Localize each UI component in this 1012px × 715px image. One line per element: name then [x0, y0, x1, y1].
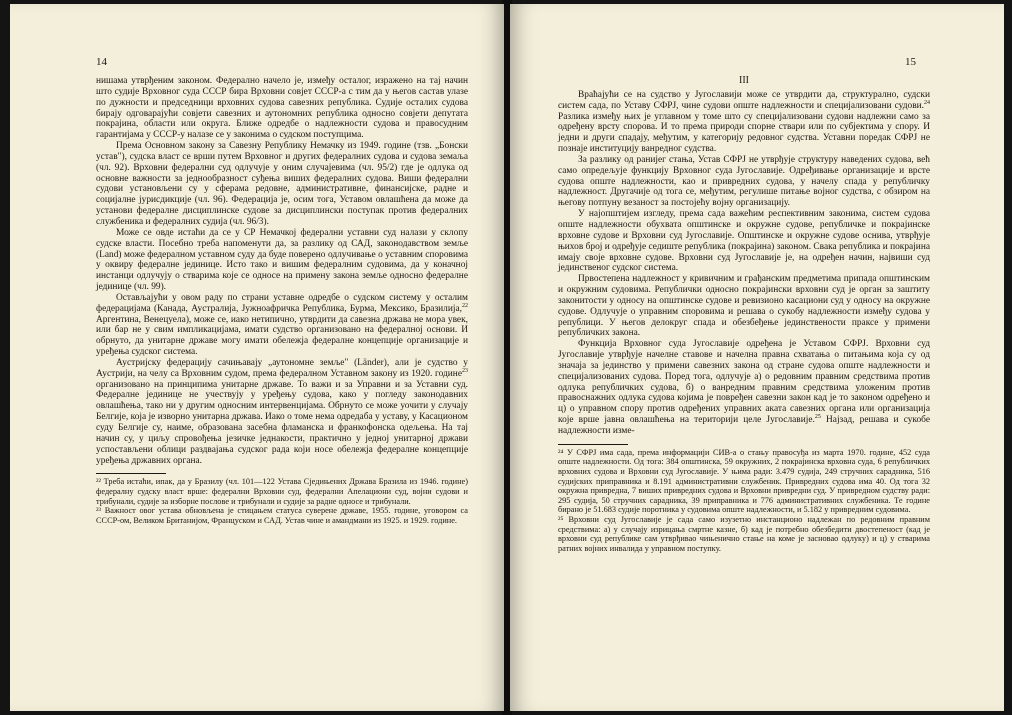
paragraph	[96, 358, 468, 466]
footnote-marker: 23	[462, 367, 468, 374]
footnote: ²³ Важност овог устава обновљена је стицањем статуса суверене државе, 1955. године, уговором са СССР-ом, Великом Британијом, Француском и САД. Устав чине и амандмани из 1925. и 1929. године.	[96, 506, 468, 525]
paragraph-text: Аргентина, Венецуела), може се, иако нетипично, утврдити да савезна држава не мора увек, или бар не у свим импликацијама, имати судство организовано на федералној основи. И обрнуто, да унитарне државе могу имати обележја федералне концепције организације и уређења судског система.	[96, 314, 468, 358]
paragraph: У најопштијем изгледу, према сада важећим респективним законима, систем судова опште надлежности обухвата општинске и окружне судове, републичке и покрајинске врховне судове и Врховни суд Југославије. Општинске и окружне судове оснива, утврђује њихов број и одређује седиште република (покрајина) законом. Свака република и покрајина имају своје врховне судове. Врховни суд Југославије је, на одређен начин, највиши суд јединственог судског система.	[558, 209, 930, 274]
paragraph	[558, 339, 930, 437]
left-page	[10, 4, 504, 711]
paragraph-text: Најзад, решава и сукобе надлежности изме-	[558, 415, 930, 436]
paragraph	[558, 90, 930, 155]
paragraph: За разлику од ранијег стања, Устав СФРЈ не утврђује структуру наведених судова, већ само опредељује функцију Врховног суда Југославије. Одређивање организације и врсте судова опште надлежности, као и привредних судова, у начелу спада у републичку надлежност. Другачије од тога се, међутим, регулише питање војног судства, с обзиром на његову потпуну везаност за постојећу војну организацију.	[558, 154, 930, 209]
paragraph-text: Враћајући се на судство у Југославији може се утврдити да, структурално, судски систем сада, по Уставу СФРЈ, чине судови опште надлежности и специјализовани судови.	[558, 89, 930, 111]
footnote-rule	[96, 473, 166, 474]
paragraph-text: Разлика између њих је углавном у томе што су специјализовани судови надлежни само за одређену врсту спорова. И то према природи спорне ствари или по субјектима у спору. И једни и други спадају, међутим, у категорију редовног судства. Уставни поредак СФРЈ не познаје институцију ванредног судства.	[558, 111, 930, 155]
right-page	[510, 4, 1004, 711]
paragraph-text: Аустријску федерацију сачињавају „аутономне земље" (Länder), али је судство у Аустрији, на челу са Врховним судом, према федералном Уставном закону из 1920. године	[96, 357, 468, 379]
footnote: ²⁴ У СФРЈ има сада, према информацији СИВ-а о стању правосуђа из марта 1970. године, 452 суда опште надлежности. Од тога: 384 општинска, 59 окружних, 2 покрајинска врховна суда, 6 републичких врховних судова и Врховни суд Југославије. У њима ради: 3.479 судија, 249 стручних сарадника, 516 судијских приправника и 8.191 административни службеник. Привредних судова има 40. Од тога 32 окружна привредна, 7 виших привредних судова и Врховни привредни суд. У привредном судству ради: 295 судија, 50 стручних сарадника, 39 приправника и 776 административних службеника. Те године бирано је 51.683 судије поротника у судовима опште надлежности, и 5.182 у привредним судовима.	[558, 447, 930, 515]
footnote-marker: 22	[462, 302, 468, 309]
paragraph: Према Основном закону за Савезну Републику Немачку из 1949. године (тзв. „Бонски устав"), судска власт се врши путем Врховног и других федералних судова и судова земаља (чл. 92). Врховни федерални суд одлучује у оним случајевима (чл. 95/2) где је одлука од основне важности за једнообразност суђења виших федералних судова. Виши федерални судови установљени су у сферама редовне, административне, финансијске, радне и социјалне јурисдикције (чл. 96). Федерација је, осим тога, Уставом овлашћена да може да установи федералне дисциплинске судове за дисциплински поступак против федералних службеника и федералних судија (чл. 96/3).	[96, 141, 468, 227]
paragraph-text: Остављајући у овом раду по страни уставне одредбе о судском систему у осталим федерацијама (Канада, Аустралија, Јужноафричка Република, Бурма, Мексико, Бразилија,	[96, 292, 468, 314]
page-number: 15	[905, 56, 916, 68]
footnote: ²² Треба истаћи, ипак, да у Бразилу (чл. 101—122 Устава Сједињених Држава Бразила из 1946. године) федералну судску власт врше: федерални Врховни суд, федерални Апелациони суд, војни судови и трибунали, судије за изборне послове и трибунали и судије за радне односе и трибунали.	[96, 477, 468, 506]
paragraph	[96, 293, 468, 358]
footnote: ²⁵ Врховни суд Југославије је сада само изузетно инстанционо надлежан по редовним правним средствима: а) у случају изрицања смртне казне, б) кад је потребно обезбедити двостепеност (кад је врховни суд републике сам утврђивао чињенично стање на коме је засновао одлуку) и ц) у стварима ратних војних инвалида у управном поступку.	[558, 515, 930, 553]
page-body	[96, 76, 468, 525]
section-heading: III	[739, 75, 749, 86]
page-body	[558, 76, 930, 553]
footnote-rule	[558, 444, 628, 445]
paragraph-text: организовано на принципима унитарне државе. То важи и за Управни и за Уставни суд. Федералне јединице не учествују у уређењу судова, како у погледу законодавних овлашћења, тако ни у другим односним интервенцијама. Обрнуто се може уочити у случају Белгије, која је изворно унитарна држава. Иако о томе нема одредаба у уставу, у Касационом суду Белгије су, наиме, образована засебна фламанска и франкофонска одељења. На тај начин су, у циљу спровођења језичке једнакости, практично у једној унитарној држави успостављени облици раздвајања судског рада који носе обележја федералне концепције уређења државних органа.	[96, 379, 468, 466]
paragraph: Првостепена надлежност у кривичним и грађанским предметима припада општинским и окружним судовима. Републички односно покрајински врховни суд је орган за заштиту законитости у односу на општинске судове и ревизионо касациони суд у односу на окружне судове. Одлучује о управним споровима и решава о сукобу надлежности између судова у републици. У његов делокруг спада и обезбеђење јединствености праксе у примени републичких закона.	[558, 274, 930, 339]
paragraph: нишама утврђеним законом. Федерално начело је, између осталог, изражено на тај начин што судије Врховног суда СССР бира Врховни совјет СССР-а с тим да у његов састав улазе по дужности и председници врховних судова савезних република. Судије осталих судова бирају одговарајући совјети савезних и аутономних република односно совјети депутата покрајина, области или округа. Ближе одредбе о надлежности судова и правосудним гарантијама у СССР-у налазе се у законима о судском поступцима.	[96, 76, 468, 141]
page-number: 14	[96, 56, 107, 68]
footnote-marker: 25	[814, 414, 821, 421]
footnote-marker: 24	[924, 99, 930, 106]
paragraph: Може се овде истаћи да се у СР Немачкој федерални уставни суд налази у склопу судске власти. Посебно треба напоменути да, за разлику од САД, законодавством земље (Land) може федералном уставном суду да буде поверено одлучивање о уставним споровима у оквиру федералне јединице. Исто тако и вишим федералним судовима, да у коначној инстанци одлучују о стварима које се односе на примену закона земље односно федералне јединице (чл. 99).	[96, 227, 468, 293]
paragraph-text: Функција Врховног суда Југославије одређена је Уставом СФРЈ. Врховни суд Југославије утврђује начелне ставове и начелна правна схватања о питањима која су од значаја за јединство у примени савезних закона од стране судова опште надлежности и специјализованих судова. Поред тога, одлучује а) о редовним правним средствима против одлука републичких судова, б) о ванредним правним средствима уложеним против правоснажних одлука судова којима је повређен савезни закон кад је то законом одређено и ц) о управном спору против одређених управних аката савезних органа или организација које врше јавна овлашћења на територији целе Југославије.	[558, 339, 930, 426]
